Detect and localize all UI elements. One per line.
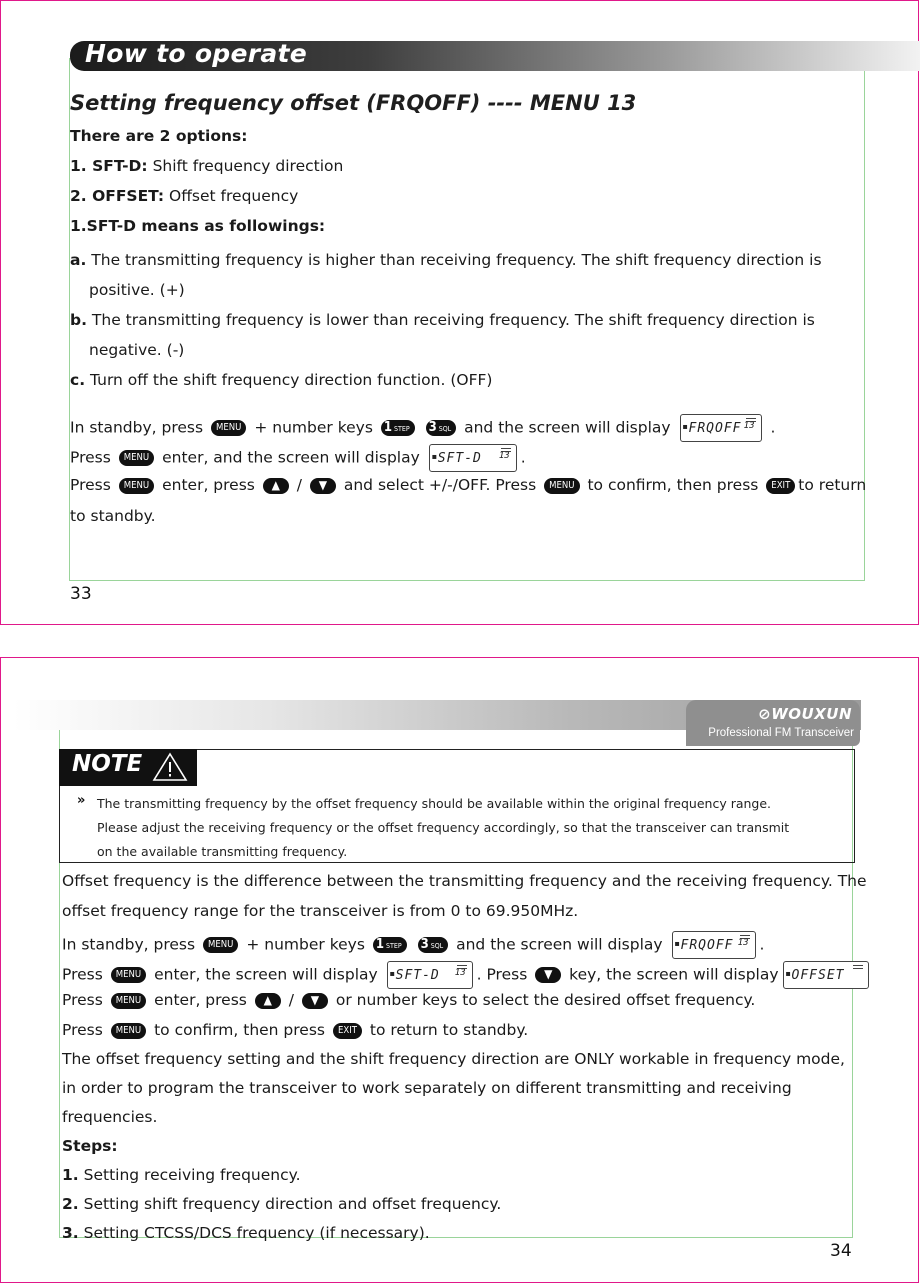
instr-text: key, the screen will display [569,965,779,984]
menu-key-icon: MENU [203,937,238,953]
offset-para-line-2: offset frequency range for the transceiver is from 0 to 69.950MHz. [62,902,579,920]
up-arrow-key-icon: ▲ [263,478,289,494]
lcd-frqoff [680,414,762,442]
instruction-line-2 [62,961,873,989]
step-1 [62,1166,301,1184]
lcd-text: SFT-D [437,451,482,466]
page-number: 33 [70,584,92,604]
item-a-line1 [70,251,822,269]
note-title: NOTE [72,751,143,777]
key-sub: SQL [430,942,444,950]
item-c-text: Turn off the shift frequency direction function. (OFF) [90,371,493,389]
key-3-sql-icon [418,937,449,953]
menu-key-icon: MENU [119,478,154,494]
item-b-label: b. [70,311,87,329]
item-b-text: The transmitting frequency is lower than receiving frequency. The shift frequency direction is [91,311,815,329]
instr-text: enter, and the screen will display [162,448,420,467]
lcd-mark-icon: ▪ [785,969,791,978]
mode-para-line-1: The offset frequency setting and the shift frequency direction are ONLY workable in frequency mode, [62,1050,845,1068]
down-arrow-key-icon: ▼ [310,478,336,494]
brand-logo [686,700,860,746]
lcd-mark-icon: ▪ [674,939,680,948]
page-number: 34 [830,1241,852,1261]
mode-para-line-3: frequencies. [62,1108,158,1126]
item-b-line1 [70,311,815,329]
note-line-1: The transmitting frequency by the offset frequency should be available within the original frequency range. [97,796,772,811]
step-2-label: 2. [62,1195,79,1213]
menu-key-icon: MENU [111,967,146,983]
option-2 [70,187,298,205]
option-1-label: 1. SFT-D: [70,157,148,175]
item-c-label: c. [70,371,86,389]
instr-text: and select +/-/OFF. Press [343,476,537,494]
instruction-line-1 [70,414,775,442]
warning-icon [152,752,188,782]
exit-key-icon: EXIT [333,1023,362,1039]
option-2-text: Offset frequency [169,187,299,205]
instruction-line-3 [70,476,866,494]
instr-text: Press [62,1021,103,1039]
lcd-mark-icon: ▪ [389,969,396,978]
key-number: 3 [420,937,429,952]
section-header-title: How to operate [85,39,308,68]
instr-text: + number keys [254,418,373,437]
instr-text: . Press [476,965,528,984]
instruction-line-1 [62,931,764,959]
instr-text: Press [62,991,103,1009]
step-1-text: Setting receiving frequency. [83,1166,301,1184]
instr-text: In standby, press [70,418,204,437]
instr-text: and the screen will display [464,418,671,437]
lcd-offset [783,961,869,989]
lcd-mark-icon: ▪ [431,452,438,461]
lcd-sftd [429,444,517,472]
item-a-line2: positive. (+) [89,281,185,299]
instr-text: enter, press [154,991,247,1009]
item-a-text: The transmitting frequency is higher than receiving frequency. The shift frequency direction is [91,251,822,269]
step-3-text: Setting CTCSS/DCS frequency (if necessary). [83,1224,430,1242]
instr-text: In standby, press [62,935,196,954]
instr-text: Press [70,476,111,494]
instr-text: / [288,991,294,1009]
instr-text: . [520,448,526,467]
offset-para-line-1: Offset frequency is the difference between the transmitting frequency and the receiving frequency. The [62,872,867,890]
option-1 [70,157,343,175]
key-number: 1 [375,937,384,952]
instr-text: or number keys to select the desired offset frequency. [335,991,756,1009]
note-line-2: Please adjust the receiving frequency or the offset frequency accordingly, so that the transceiver can transmit [97,820,790,835]
step-3-label: 3. [62,1224,79,1242]
step-2 [62,1195,501,1213]
manual-page-34 [0,657,919,1283]
down-arrow-key-icon: ▼ [302,993,328,1009]
menu-key-icon: MENU [211,420,246,436]
instr-text: to return [798,476,867,494]
instr-text: to confirm, then press [587,476,759,494]
instr-text: to confirm, then press [154,1021,325,1039]
key-number: 1 [383,420,392,435]
step-2-text: Setting shift frequency direction and offset frequency. [83,1195,502,1213]
page-title: Setting frequency offset (FRQOFF) ---- MENU 13 [70,91,637,115]
instr-text: . [759,935,765,954]
down-arrow-key-icon: ▼ [535,967,561,983]
manual-page-33 [0,0,919,625]
instruction-line-4: to standby. [70,507,156,525]
item-a-label: a. [70,251,87,269]
key-number: 3 [428,420,437,435]
instr-text: / [296,476,302,494]
lcd-menu-number: 13 [743,421,755,431]
logo-brand: ⊘WOUXUN [758,705,852,723]
item-b-line2: negative. (-) [89,341,185,359]
note-line-3: on the available transmitting frequency. [97,844,348,859]
menu-key-icon: MENU [544,478,579,494]
instruction-line-4 [62,1021,528,1039]
instruction-line-3 [62,991,755,1009]
lcd-text: FRQOFF [680,938,734,953]
lcd-menu-number: 13 [498,451,510,461]
lcd-menu-number: 13 [737,938,749,948]
logo-brand-text: WOUXUN [771,705,852,723]
lcd-bars-icon [853,965,863,969]
instr-text: enter, press [162,476,255,494]
item-c [70,371,492,389]
chevron-right-icon: » [77,793,86,808]
instr-text: Press [62,965,103,984]
instruction-line-2 [70,444,526,472]
exit-key-icon: EXIT [766,478,795,494]
key-sub: STEP [394,425,410,433]
option-1-text: Shift frequency direction [152,157,344,175]
menu-key-icon: MENU [111,993,146,1009]
steps-heading: Steps: [62,1137,118,1155]
instr-text: Press [70,448,111,467]
sftd-heading: 1.SFT-D means as followings: [70,217,326,235]
key-3-sql-icon [426,420,457,436]
menu-key-icon: MENU [119,450,154,466]
step-1-label: 1. [62,1166,79,1184]
instr-text: to return to standby. [369,1021,529,1039]
menu-key-icon: MENU [111,1023,146,1039]
option-2-label: 2. OFFSET: [70,187,165,205]
key-sub: SQL [438,425,452,433]
lcd-menu-number: 13 [454,968,466,978]
mode-para-line-2: in order to program the transceiver to work separately on different transmitting and receiving [62,1079,792,1097]
instr-text: enter, the screen will display [154,965,378,984]
instr-text: . [770,418,776,437]
key-sub: STEP [386,942,402,950]
key-1-step-icon [381,420,415,436]
lcd-text: SFT-D [395,968,440,983]
step-3 [62,1224,430,1242]
lcd-mark-icon: ▪ [682,422,688,431]
lcd-sftd [387,961,473,989]
up-arrow-key-icon: ▲ [255,993,281,1009]
lcd-frqoff [672,931,756,959]
instr-text: and the screen will display [456,935,663,954]
note-text [97,792,789,864]
instr-text: + number keys [246,935,365,954]
options-heading: There are 2 options: [70,127,248,145]
lcd-text: FRQOFF [688,421,742,436]
key-1-step-icon [373,937,407,953]
logo-tagline: Professional FM Transceiver [708,727,854,739]
lcd-text: OFFSET [791,968,845,983]
